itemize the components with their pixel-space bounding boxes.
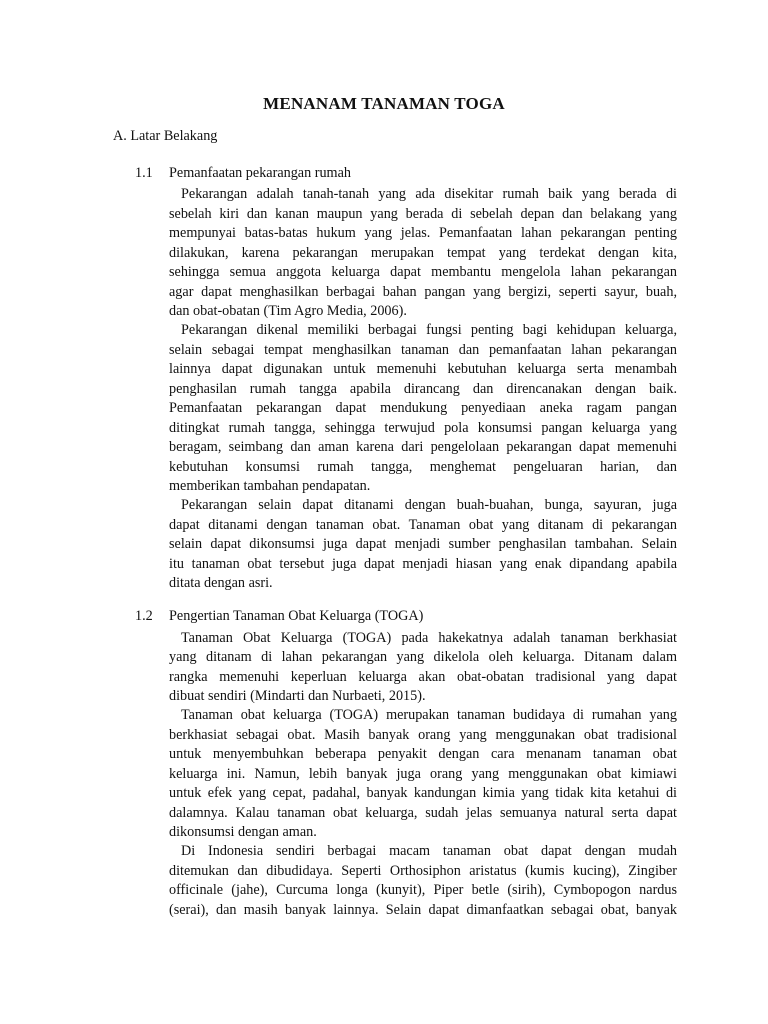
paragraph-line: penghasilan rumah tangga apabila dirancang dan direncanakan dengan baik. — [169, 381, 677, 397]
subsection-title: Pengertian Tanaman Obat Keluarga (TOGA) — [169, 608, 424, 624]
paragraph-line: yang ditanam di lahan pekarangan yang dikelola oleh keluarga. Ditanam dalam — [169, 649, 677, 665]
paragraph-line: keluarga ini. Namun, lebih banyak juga orang yang menggunakan obat kimiawi — [169, 766, 677, 782]
paragraph-line: dan obat-obatan (Tim Agro Media, 2006). — [169, 303, 407, 319]
paragraph-line: Pekarangan selain dapat ditanami dengan buah-buahan, bunga, sayuran, juga — [181, 497, 677, 513]
paragraph-line: Tanaman obat keluarga (TOGA) merupakan tanaman budidaya di rumahan yang — [181, 707, 677, 723]
document-title: MENANAM TANAMAN TOGA — [263, 94, 505, 113]
subsection-heading — [135, 608, 423, 625]
paragraph-line: untuk efek yang cepat, padahal, banyak kandungan kimia yang tidak kita ketahui di — [169, 785, 677, 801]
paragraph-line: sehingga semua anggota keluarga dapat membantu mengelola lahan pekarangan — [169, 264, 677, 280]
paragraph-line: selain sebagai tempat menghasilkan tanaman dan pemanfaatan lahan pekarangan — [169, 342, 677, 358]
paragraph-line: sebelah kiri dan kanan maupun yang berada di sebelah depan dan belakang yang — [169, 206, 677, 222]
paragraph-line: untuk menyembuhkan beberapa penyakit dengan cara menanam tanaman obat — [169, 746, 677, 762]
paragraph-line: Di Indonesia sendiri berbagai macam tanaman obat dapat dengan mudah — [181, 843, 677, 859]
paragraph-line: Pemanfaatan pekarangan dapat mendukung penyediaan aneka ragam pangan — [169, 400, 677, 416]
paragraph-line: dibuat sendiri (Mindarti dan Nurbaeti, 2015). — [169, 688, 426, 704]
paragraph-line: dilakukan, karena pekarangan merupakan tempat yang terdekat dengan kita, — [169, 245, 677, 261]
paragraph-line: agar dapat menghasilkan berbagai bahan pangan yang bergizi, seperti sayur, buah, — [169, 284, 677, 300]
paragraph-line: itu tanaman obat tersebut juga dapat menjadi hiasan yang enak dipandang apabila — [169, 556, 677, 572]
paragraph-line: ditemukan dan dibudidaya. Seperti Orthosiphon aristatus (kumis kucing), Zingiber — [169, 863, 677, 879]
paragraph-line: dalamnya. Kalau tanaman obat keluarga, sudah jelas semuanya natural serta dapat — [169, 805, 677, 821]
paragraph-line: memberikan tambahan pendapatan. — [169, 478, 371, 494]
paragraph-line: ditingkat rumah tangga, sehingga terwujud pola konsumsi pangan keluarga yang — [169, 420, 677, 436]
paragraph-line: Tanaman Obat Keluarga (TOGA) pada hakekatnya adalah tanaman berkhasiat — [181, 630, 677, 646]
paragraph-line: officinale (jahe), Curcuma longa (kunyit), Piper betle (sirih), Cymbopogon nardus — [169, 882, 677, 898]
paragraph-line: dapat ditanami dengan tanaman obat. Tanaman obat yang ditanam di pekarangan — [169, 517, 677, 533]
paragraph-line: dikonsumsi dengan aman. — [169, 824, 317, 840]
paragraph-line: (serai), dan masih banyak lainnya. Selain dapat dimanfaatkan sebagai obat, banyak — [169, 902, 677, 918]
paragraph-line: lainnya dapat digunakan untuk memenuhi kebutuhan keluarga serta menambah — [169, 361, 677, 377]
subsection-number: 1.1 — [135, 165, 153, 181]
section-heading: A. Latar Belakang — [113, 128, 218, 144]
paragraph-line: beragam, seimbang dan aman karena dari pengelolaan pekarangan dapat memenuhi — [169, 439, 677, 455]
subsection-title: Pemanfaatan pekarangan rumah — [169, 165, 351, 181]
paragraph-line: mempunyai batas-batas hukum yang jelas. Pemanfaatan lahan pekarangan penting — [169, 225, 677, 241]
paragraph-line: Pekarangan dikenal memiliki berbagai fungsi penting bagi kehidupan keluarga, — [181, 322, 677, 338]
paragraph-line: kebutuhan konsumsi rumah tangga, menghemat pengeluaran harian, dan — [169, 459, 677, 475]
paragraph-line: rangka memenuhi keperluan keluarga akan obat-obatan tradisional yang dapat — [169, 669, 677, 685]
paragraph-line: berkhasiat sebagai obat. Masih banyak orang yang menggunakan obat tradisional — [169, 727, 677, 743]
paragraph-line: Pekarangan adalah tanah-tanah yang ada disekitar rumah baik yang berada di — [181, 186, 677, 202]
paragraph-line: selain dapat dikonsumsi juga dapat menjadi sumber penghasilan tambahan. Selain — [169, 536, 677, 552]
paragraph-line: ditata dengan asri. — [169, 575, 273, 591]
subsection-heading — [135, 165, 351, 182]
subsection-number: 1.2 — [135, 608, 153, 624]
